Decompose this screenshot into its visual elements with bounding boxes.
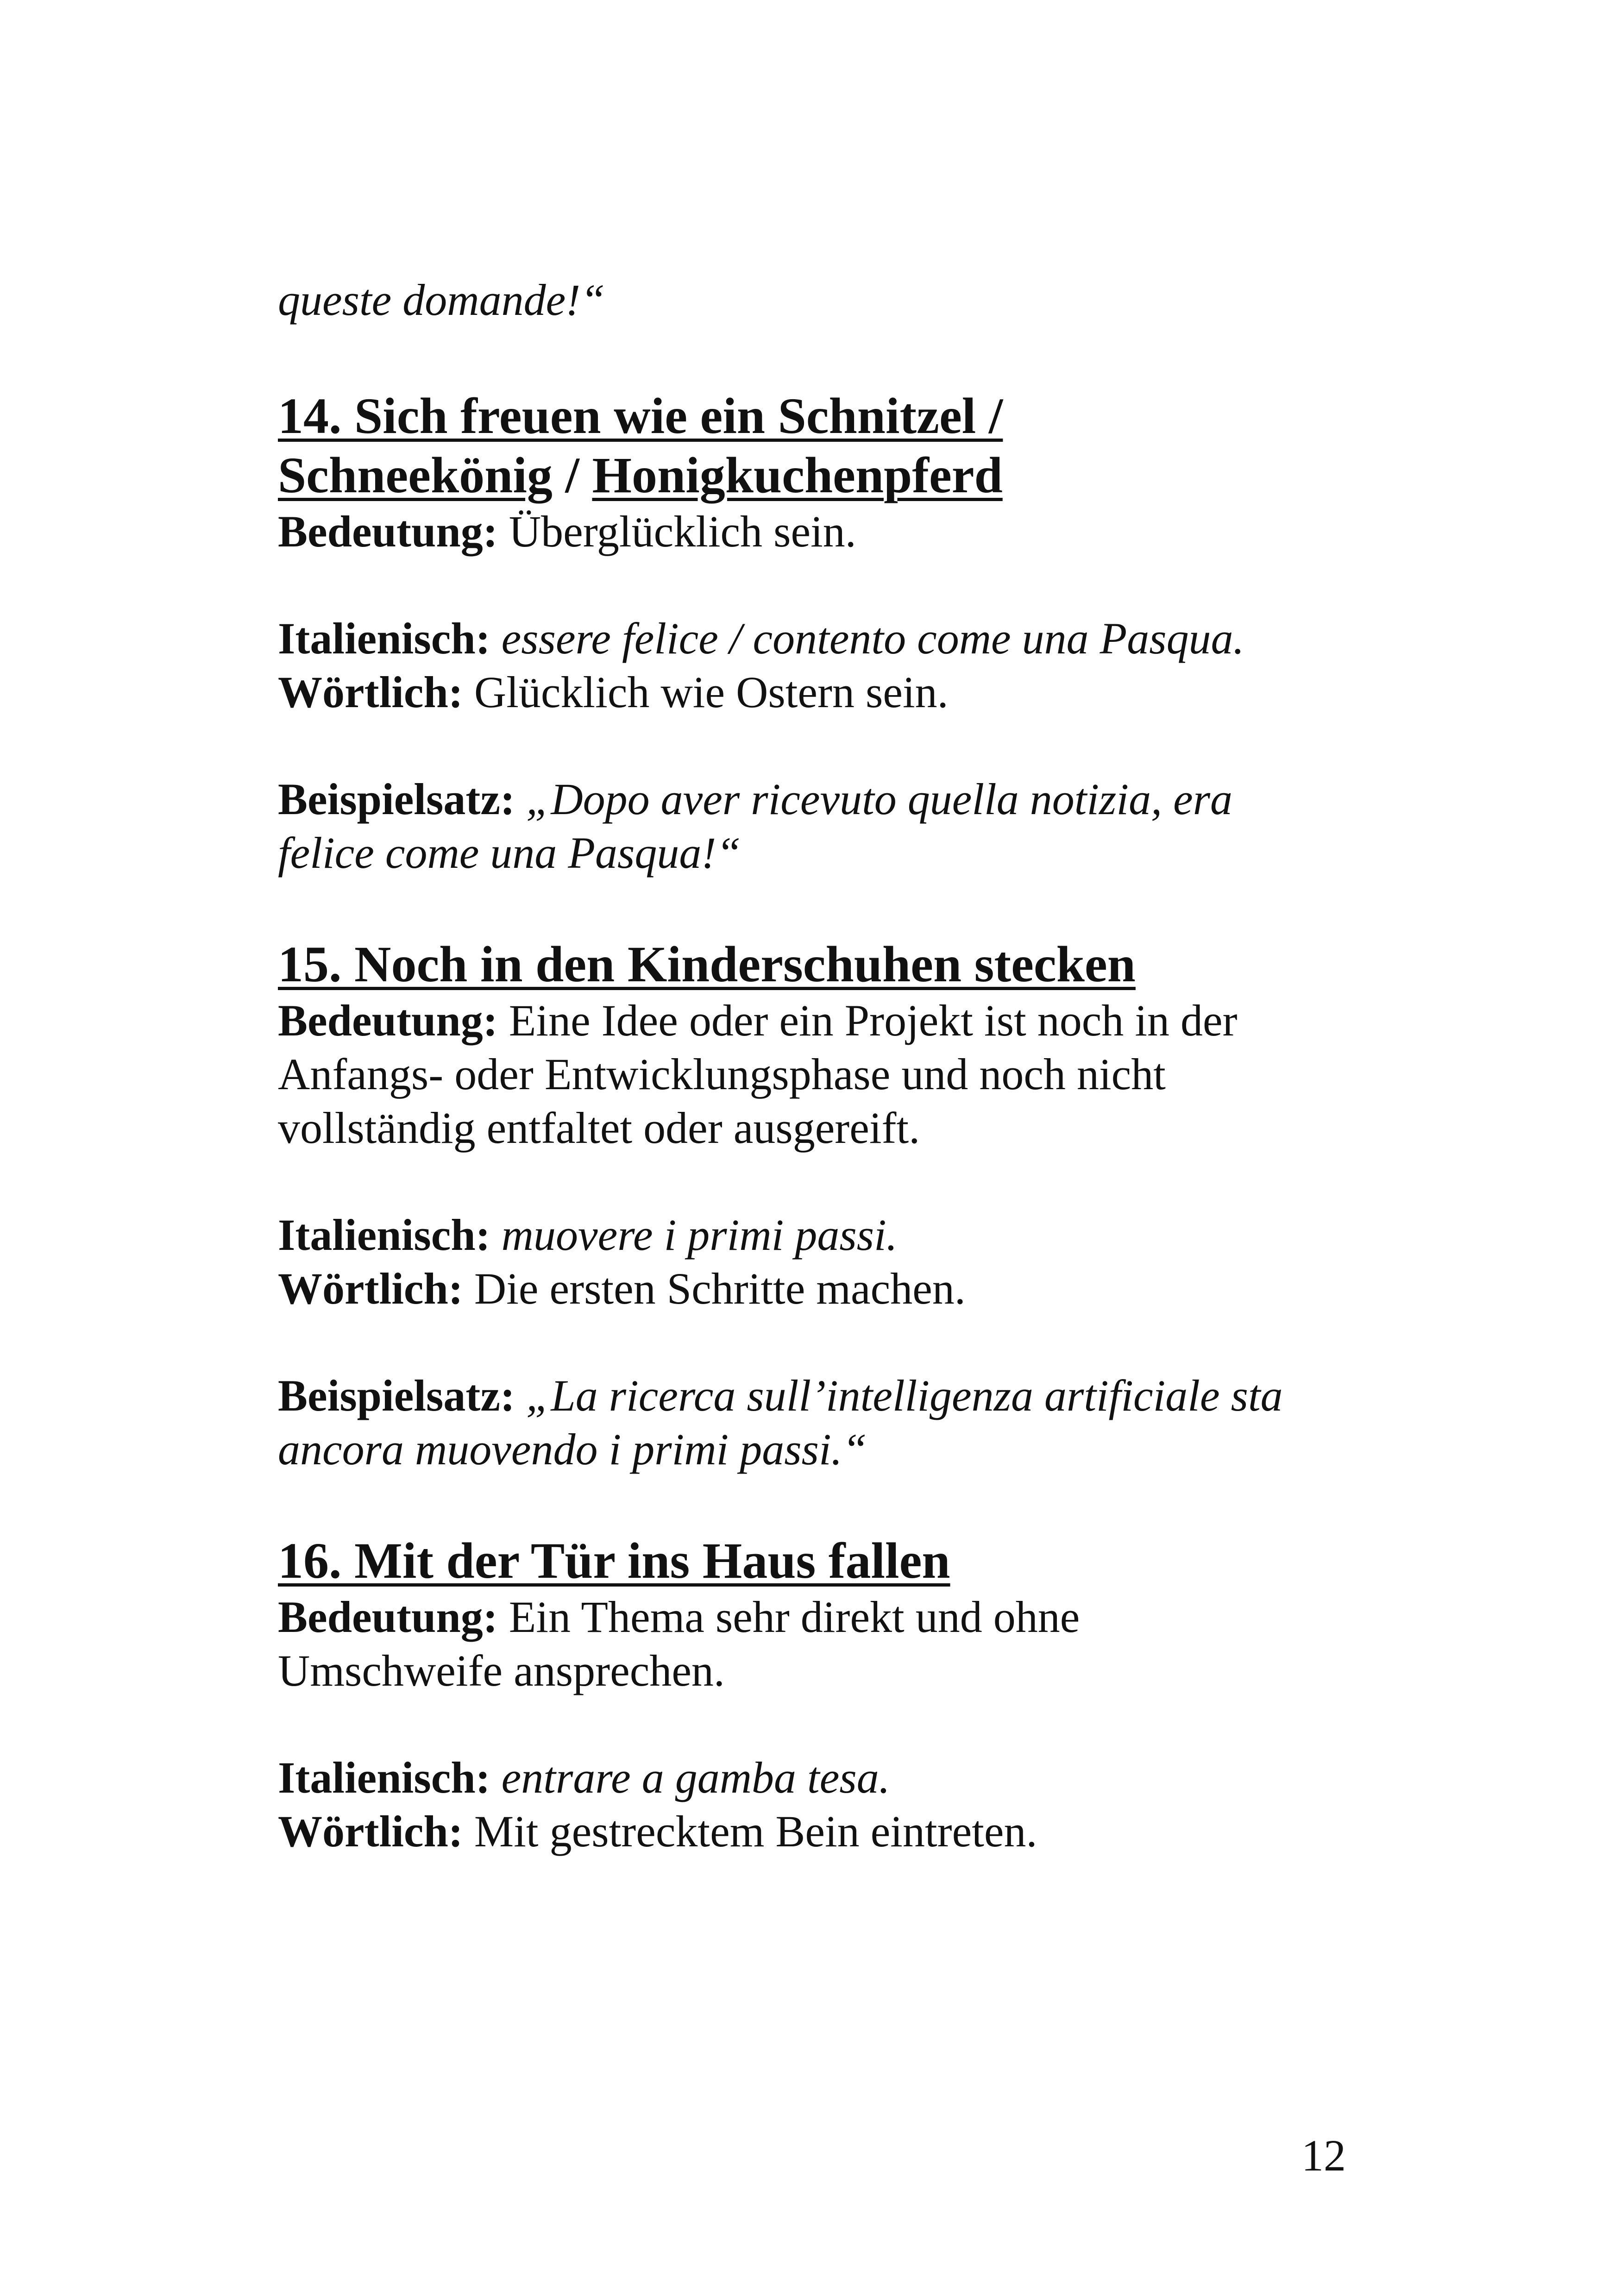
italian-line: Italienisch: entrare a gamba tesa. xyxy=(278,1753,890,1802)
italian-line: Italienisch: muovere i primi passi. xyxy=(278,1210,898,1260)
meaning-line-cont: Umschweife ansprechen. xyxy=(278,1646,725,1695)
page-number: 12 xyxy=(1301,2131,1346,2180)
meaning-line: Bedeutung: Ein Thema sehr direkt und ohne xyxy=(278,1592,1080,1642)
idiom-entry-15 xyxy=(278,935,1366,1476)
example-line-cont: ancora muovendo i primi passi.“ xyxy=(278,1424,867,1474)
literal-label: Wörtlich: xyxy=(278,667,463,717)
meaning-line-cont: vollständig entfaltet oder ausgereift. xyxy=(278,1103,920,1153)
italian-label: Italienisch: xyxy=(278,1210,490,1260)
meaning-label: Bedeutung: xyxy=(278,996,498,1045)
meaning-label: Bedeutung: xyxy=(278,507,498,556)
continuation-text: queste domande!“ xyxy=(278,275,605,325)
italian-line: Italienisch: essere felice / contento come una Pasqua. xyxy=(278,614,1244,663)
page-content xyxy=(278,273,1366,1858)
example-line: Beispielsatz: „Dopo aver ricevuto quella notizia, era xyxy=(278,774,1233,824)
entry-heading: 14. Sich freuen wie ein Schnitzel / xyxy=(278,388,1003,444)
italian-label: Italienisch: xyxy=(278,1753,490,1802)
literal-line: Wörtlich: Mit gestrecktem Bein eintreten. xyxy=(278,1807,1037,1856)
literal-line: Wörtlich: Die ersten Schritte machen. xyxy=(278,1264,966,1313)
example-label: Beispielsatz: xyxy=(278,774,515,824)
idiom-entry-16 xyxy=(278,1531,1366,1858)
entry-heading-line2: Schneekönig / Honigkuchenpferd xyxy=(278,447,1003,503)
meaning-line-cont: Anfangs- oder Entwicklungsphase und noch nicht xyxy=(278,1049,1166,1099)
literal-label: Wörtlich: xyxy=(278,1807,463,1856)
literal-line: Wörtlich: Glücklich wie Ostern sein. xyxy=(278,667,949,717)
meaning-label: Bedeutung: xyxy=(278,1592,498,1642)
example-line-cont: felice come una Pasqua!“ xyxy=(278,828,741,878)
entry-heading: 15. Noch in den Kinderschuhen stecken xyxy=(278,936,1136,992)
meaning-line: Bedeutung: Eine Idee oder ein Projekt ist noch in der xyxy=(278,996,1238,1045)
italian-label: Italienisch: xyxy=(278,614,490,663)
example-line: Beispielsatz: „La ricerca sull’intelligenza artificiale sta xyxy=(278,1371,1283,1420)
entry-heading: 16. Mit der Tür ins Haus fallen xyxy=(278,1532,950,1589)
idiom-entry-14 xyxy=(278,386,1366,880)
literal-label: Wörtlich: xyxy=(278,1264,463,1313)
meaning-line: Bedeutung: Überglücklich sein. xyxy=(278,507,856,556)
example-label: Beispielsatz: xyxy=(278,1371,515,1420)
